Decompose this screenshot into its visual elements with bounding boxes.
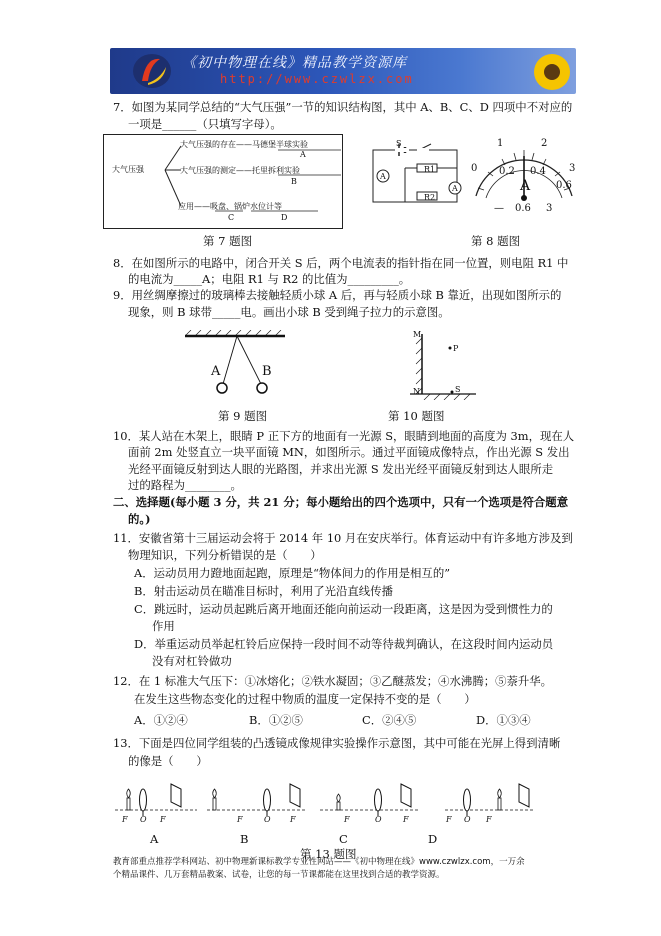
q7-line2: 一项是______（只填写字母）。 <box>128 117 282 131</box>
fig13-label-c: C <box>339 832 348 846</box>
fig13-d-o: O <box>464 815 471 824</box>
terminal-3: 3 <box>546 203 553 214</box>
ball-a-label: A <box>211 364 221 379</box>
fig7-tag-c: C <box>228 213 235 222</box>
q12-option-d: D．①③④ <box>476 713 531 727</box>
q8-line2: 的电流为_____A；电阻 R1 与 R2 的比值为_________。 <box>128 272 411 286</box>
mirror-n-label: N <box>413 387 420 396</box>
source-s-label: S <box>455 385 461 394</box>
dial-inner-0.6: 0.6 <box>556 180 572 191</box>
banner-title: 《初中物理在线》精品教学资源库 <box>182 55 407 71</box>
sunflower-icon <box>530 50 574 94</box>
fig8-caption: 第 8 题图 <box>471 234 521 248</box>
q10-line3: 光经平面镜反射到达人眼的光路图，并求出光源 S 发出光经平面镜反射到达人眼所走 <box>128 462 554 476</box>
q9-line2: 现象，则 B 球带_____电。画出小球 B 受到绳子拉力的示意图。 <box>128 305 450 319</box>
section2-heading-line1: 二、选择题(每小题 3 分，共 21 分；每小题给出的四个选项中，只有一个选项是符合题意 <box>113 495 569 509</box>
fig7-caption: 第 7 题图 <box>203 234 253 248</box>
terminal-minus: — <box>494 203 504 214</box>
fig13-b-f1: F <box>237 815 243 824</box>
fig7-tag-a: A <box>300 150 306 159</box>
fig8-switch-label: S <box>396 139 402 148</box>
footer-line1: 教育部重点推荐学科网站、初中物理新课标教学专业性网站——《初中物理在线》www.czwlzx.com，一万余 <box>113 857 525 867</box>
dial-inner-0.4: 0.4 <box>530 166 546 177</box>
fig7-tag-d: D <box>281 213 288 222</box>
q11-line2: 物理知识，下列分析错误的是（ ） <box>128 548 322 562</box>
mirror-m-label: M <box>413 330 422 339</box>
fig13-c-o: O <box>375 815 382 824</box>
fig7-branch3: 应用——吸盘、锅炉水位计等 <box>178 202 282 211</box>
terminal-0.6: 0.6 <box>515 203 531 214</box>
fig13-d-f1: F <box>446 815 452 824</box>
fig8-meter1-label: A <box>380 172 386 181</box>
fig13-b-o: O <box>264 815 271 824</box>
q10-line4: 过的路程为________。 <box>128 478 242 492</box>
q11-option-d: D．举重运动员举起杠铃后应保持一段时间不动等待裁判确认，在这段时间内运动员 <box>134 637 554 651</box>
q11-option-d-cont: 没有对杠铃做功 <box>152 654 232 668</box>
q11-option-c: C．跳远时，运动员起跳后离开地面还能向前运动一段距离，这是因为受到惯性力的 <box>134 602 553 616</box>
fig10-caption: 第 10 题图 <box>388 409 445 423</box>
q9-line1: 9．用丝绸摩擦过的玻璃棒去接触轻质小球 A 后，再与轻质小球 B 靠近，出现如图所示的 <box>113 288 562 302</box>
dial-tick-3: 3 <box>569 163 576 174</box>
fig13-label-d: D <box>428 832 438 846</box>
fig13-a-f2: F <box>160 815 166 824</box>
q10-line2: 面前 2m 处竖直立一块平面镜 MN，如图所示。通过平面镜成像特点，作出光源 S 发出 <box>128 445 570 459</box>
fig13-a-o: O <box>140 815 147 824</box>
fig13-c-f2: F <box>403 815 409 824</box>
banner-url: http://www.czwlzx.com <box>220 72 414 86</box>
fig8-r2-label: R2 <box>424 193 436 202</box>
fig10-mirror-diagram <box>400 330 480 400</box>
q13-line2: 的像是（ ） <box>128 754 208 768</box>
q8-line1: 8．在如图所示的电路中，闭合开关 S 后，两个电流表的指针指在同一位置，则电阻 R1 中 <box>113 256 569 270</box>
fig13-a-f1: F <box>122 815 128 824</box>
site-logo-icon <box>130 51 174 91</box>
dial-tick-1: 1 <box>497 138 504 149</box>
ammeter-dial-icon <box>468 140 580 204</box>
fig13-c-f1: F <box>344 815 350 824</box>
fig8-meter2-label: A <box>452 184 458 193</box>
fig9-caption: 第 9 题图 <box>218 409 268 423</box>
q10-line1: 10．某人站在木架上，眼睛 P 正下方的地面有一光源 S，眼睛到地面的高度为 3m，现在人 <box>113 429 575 443</box>
fig13-d-f2: F <box>486 815 492 824</box>
q11-option-b: B．射击运动员在瞄准目标时，利用了光沿直线传播 <box>134 584 393 598</box>
q11-line1: 11．安徽省第十三届运动会将于 2014 年 10 月在安庆举行。体育运动中有许多地方涉及到 <box>113 531 573 545</box>
dial-tick-2: 2 <box>541 138 548 149</box>
dial-inner-0.2: 0.2 <box>499 166 515 177</box>
fig7-branch2: 大气压强的测定——托里拆利实验 <box>180 166 300 175</box>
q12-option-b: B．①②⑤ <box>249 713 303 727</box>
fig13-b-f2: F <box>290 815 296 824</box>
fig13-caption: 第 13 题图 <box>300 847 357 861</box>
q7-line1: 7．如图为某同学总结的“大气压强”一节的知识结构图，其中 A、B、C、D 四项中不对应的 <box>113 100 573 114</box>
q12-option-c: C．②④⑤ <box>362 713 417 727</box>
q12-line1: 12．在 1 标准大气压下：①冰熔化；②铁水凝固；③乙醚蒸发；④水沸腾；⑤萘升华。 <box>113 674 553 688</box>
fig7-root: 大气压强 <box>112 165 144 174</box>
fig7-branch1: 大气压强的存在——马德堡半球实验 <box>180 140 308 149</box>
fig8-r1-label: R1 <box>424 165 436 174</box>
fig7-tag-b: B <box>291 177 297 186</box>
footer-line2: 个精品课件、几万套精品教案、试卷，让您的每一节课都能在这里找到合适的教学资源。 <box>113 870 445 880</box>
ball-b-label: B <box>262 364 272 379</box>
q12-option-a: A．①②④ <box>134 713 188 727</box>
fig13-label-a: A <box>150 832 159 846</box>
q11-option-a: A．运动员用力蹬地面起跑，原理是“物体间力的作用是相互的” <box>134 566 451 580</box>
section2-heading-line2: 的。) <box>128 512 151 526</box>
dial-unit: A <box>520 178 531 194</box>
dial-tick-0: 0 <box>471 163 478 174</box>
site-banner <box>110 48 576 94</box>
q11-option-c-cont: 作用 <box>152 619 175 633</box>
eye-p-label: P <box>453 344 459 353</box>
q12-line2: 在发生这些物态变化的过程中物质的温度一定保持不变的是（ ） <box>134 692 476 706</box>
fig13-label-b: B <box>240 832 249 846</box>
q13-line1: 13．下面是四位同学组装的凸透镜成像规律实验操作示意图，其中可能在光屏上得到清晰 <box>113 736 561 750</box>
